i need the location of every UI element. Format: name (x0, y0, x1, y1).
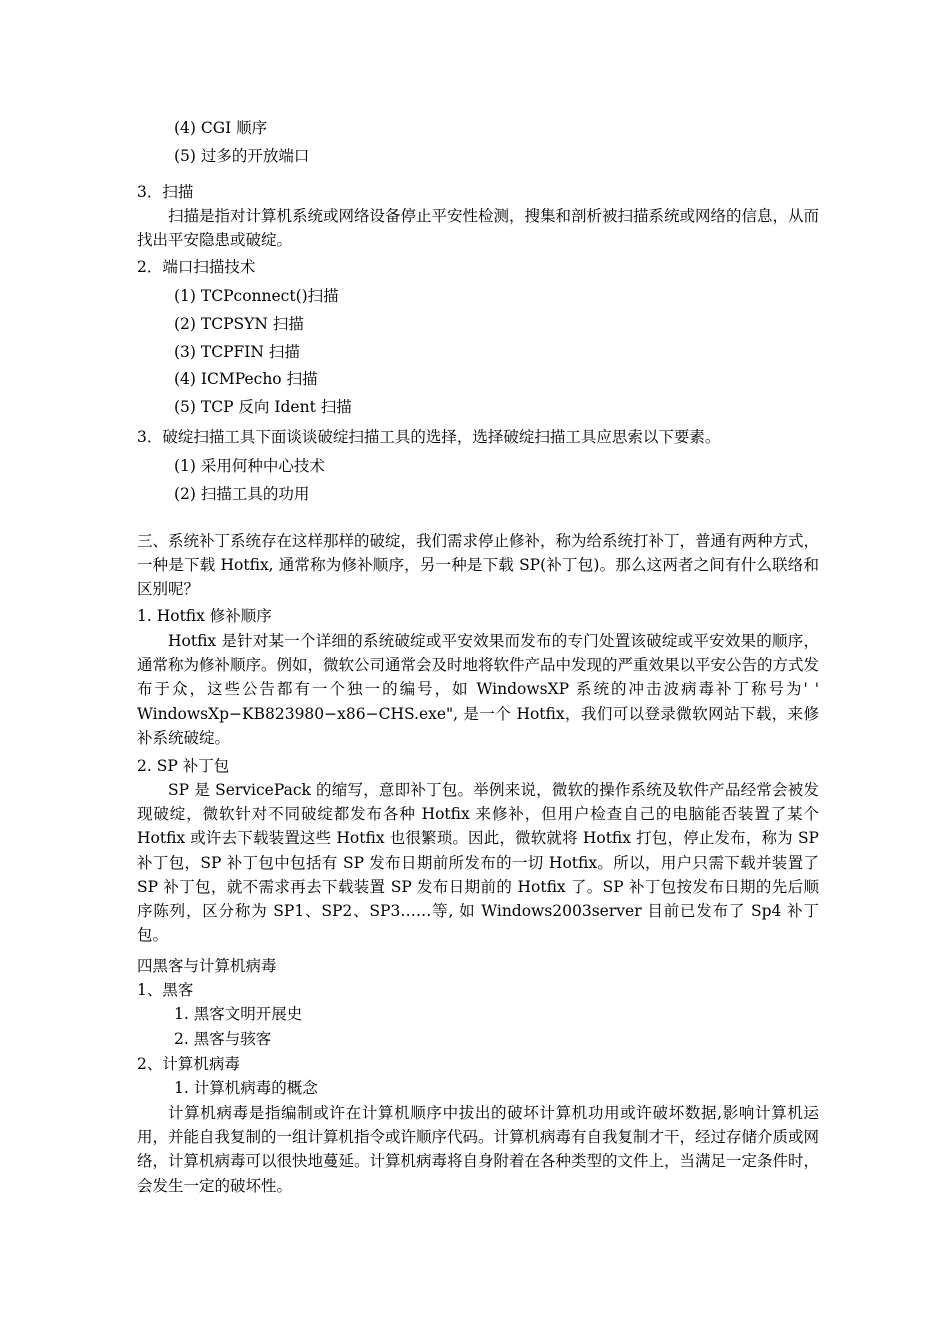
list-item: (5) 过多的开放端口 (174, 147, 310, 165)
list-item: (4) CGI 顺序 (174, 119, 268, 137)
list-item: 2. 黑客与骇客 (174, 1030, 272, 1048)
section-heading: 2．端口扫描技术 (137, 258, 256, 276)
list-item: (1) 采用何种中心技术 (174, 457, 325, 475)
list-item: 1. 黑客文明开展史 (174, 1005, 303, 1023)
list-item: (2) 扫描工具的功用 (174, 485, 310, 503)
list-item: (5) TCP 反向 Ident 扫描 (174, 398, 352, 416)
paragraph-text: SP 是 ServicePack 的缩写，意即补丁包。举例来说，微软的操作系统及软件产品经常会被发现破绽，微软针对不同破绽都发布各种 Hotfix 来修补，但用户检查自己的电脑能否装置了某个 Hotfix 或许去下载装置这些 Hotfix 也很繁琐。因此，微软就将 Hotfix 打包，停止发布，称为 SP 补丁包，SP 补丁包中包括有 SP 发布日期前所发布的一切 Hotfix。所以，用户只需下载并装置了 SP 补丁包，就不需求再去下载装置 SP 发布日期前的 Hotfix 了。SP 补丁包按发布日期的先后顺序陈列，区分称为 SP1、SP2、SP3……等, 如 Windows2003server 目前已发布了 Sp4 补丁包。 (137, 781, 819, 945)
paragraph (137, 529, 819, 602)
section-heading: 2、计算机病毒 (137, 1055, 240, 1073)
paragraph (137, 1101, 819, 1198)
paragraph-text: 扫描是指对计算机系统或网络设备停止平安性检测，搜集和剖析被扫描系统或网络的信息，从而找出平安隐患或破绽。 (137, 207, 820, 250)
section-heading: 3．破绽扫描工具下面谈谈破绽扫描工具的选择，选择破绽扫描工具应思索以下要素。 (137, 428, 721, 446)
list-item: (3) TCPFIN 扫描 (174, 343, 300, 361)
paragraph (137, 204, 819, 252)
section-heading: 1. Hotfix 修补顺序 (137, 607, 272, 625)
section-heading: 3．扫描 (137, 183, 194, 201)
list-item: (4) ICMPecho 扫描 (174, 370, 318, 388)
section-heading: 四黑客与计算机病毒 (137, 957, 277, 975)
list-item: (1) TCPconnect()扫描 (174, 287, 339, 305)
section-heading: 2. SP 补丁包 (137, 757, 230, 775)
section-heading: 1、黑客 (137, 981, 194, 999)
paragraph-text: 计算机病毒是指编制或许在计算机顺序中拔出的破坏计算机功用或许破坏数据,影响计算机运用，并能自我复制的一组计算机指令或许顺序代码。计算机病毒有自我复制才干，经过存储介质或网络，计算机病毒可以很快地蔓延。计算机病毒将自身附着在各种类型的文件上，当满足一定条件时，会发生一定的破坏性。 (137, 1104, 820, 1195)
paragraph (137, 778, 819, 947)
list-item: 1. 计算机病毒的概念 (174, 1079, 318, 1097)
paragraph-text: 三、系统补丁系统存在这样那样的破绽，我们需求停止修补，称为给系统打补丁，普通有两种方式，一种是下载 Hotfix, 通常称为修补顺序，另一种是下载 SP(补丁包)。那么这两者之间有什么联络和区别呢？ (137, 532, 820, 599)
list-item: (2) TCPSYN 扫描 (174, 315, 304, 333)
paragraph (137, 629, 819, 750)
paragraph-text: Hotfix 是针对某一个详细的系统破绽或平安效果而发布的专门处置该破绽或平安效果的顺序，通常称为修补顺序。例如，微软公司通常会及时地将软件产品中发现的严重效果以平安公告的方式发布于众，这些公告都有一个独一的编号，如 WindowsXP 系统的冲击波病毒补丁称号为' ' WindowsXp−KB823980−x86−CHS.exe", 是一个 Hotfix，我们可以登录微软网站下载，来修补系统破绽。 (137, 632, 820, 747)
